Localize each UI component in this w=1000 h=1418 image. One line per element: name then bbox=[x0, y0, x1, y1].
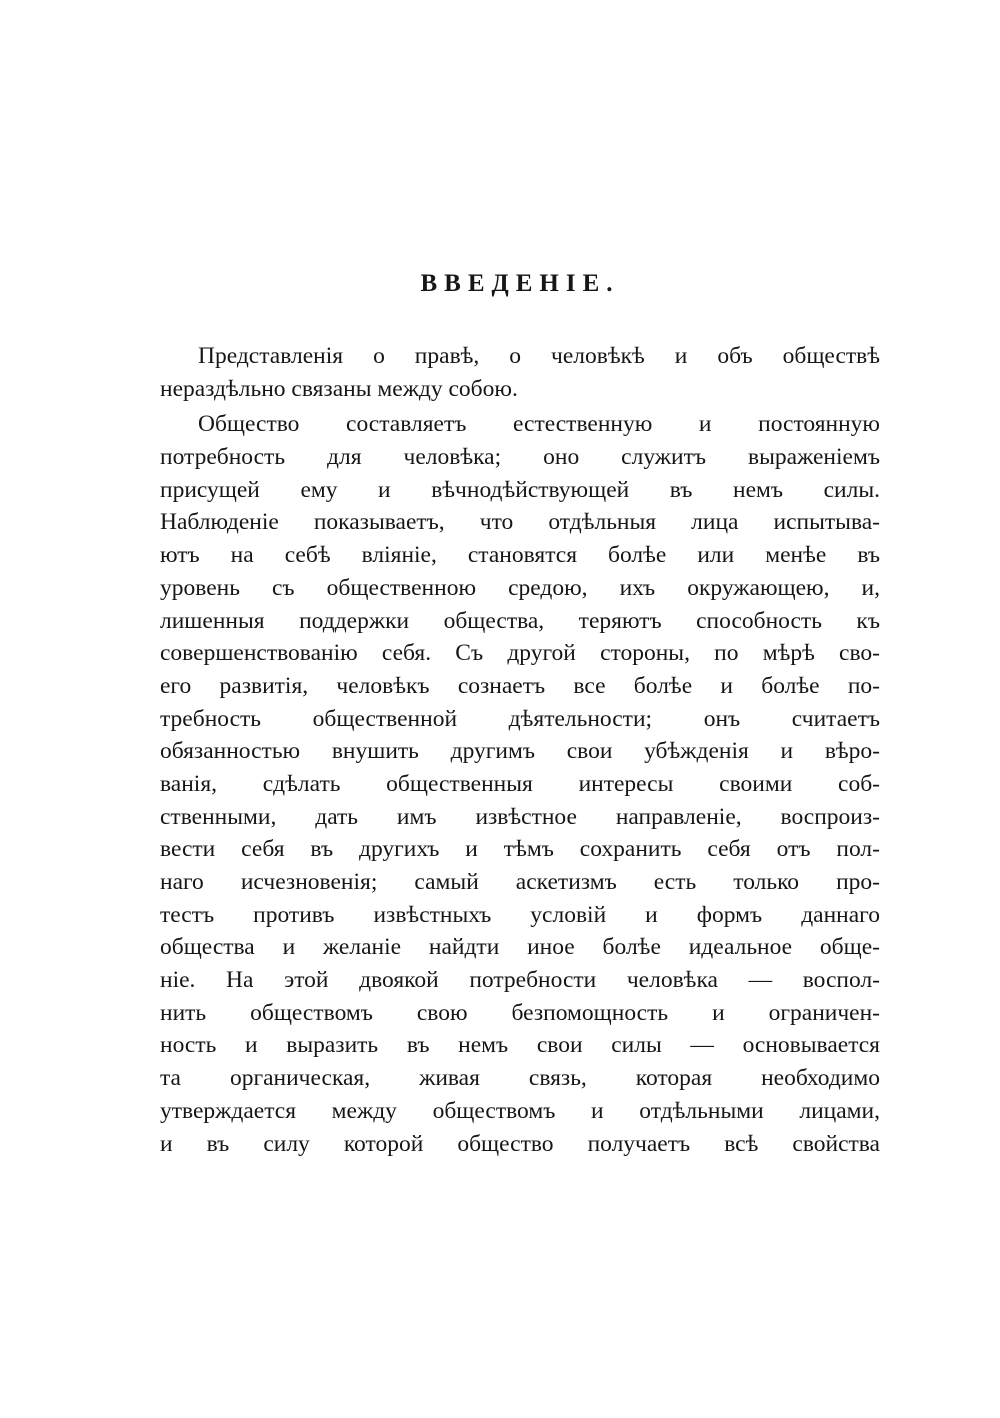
text-line: наго исчезновенія; самый аскетизмъ есть только про- bbox=[160, 869, 880, 895]
body-text bbox=[160, 340, 880, 1160]
text-line: требность общественной дѣятельности; онъ считаетъ bbox=[160, 705, 880, 732]
text-line: тестъ противъ извѣстныхъ условій и формъ даннаго bbox=[160, 901, 880, 928]
text-line: лишенныя поддержки общества, теряютъ способность къ bbox=[160, 607, 880, 634]
text-line: и въ силу которой общество получаетъ всѣ свойства bbox=[160, 1130, 880, 1157]
text-line: обязанностью внушить другимъ свои убѣжденія и вѣро- bbox=[160, 738, 880, 765]
text-line: Общество составляетъ естественную и постоянную bbox=[198, 411, 880, 438]
text-line: уровень съ общественною средою, ихъ окружающею, и, bbox=[160, 574, 880, 601]
text-line: вести себя въ другихъ и тѣмъ сохранить себя отъ пол- bbox=[160, 836, 880, 863]
chapter-heading: ВВЕДЕНІЕ. bbox=[420, 270, 620, 297]
text-line: Наблюденіе показываетъ, что отдѣльныя лица испытыва- bbox=[160, 509, 880, 536]
paragraph bbox=[160, 340, 880, 405]
text-line: потребность для человѣка; оно служитъ выраженіемъ bbox=[160, 444, 880, 471]
text-line: ванія, сдѣлать общественныя интересы своими соб- bbox=[160, 770, 880, 797]
text-line: ніе. На этой двоякой потребности человѣка — воспол- bbox=[160, 967, 880, 994]
text-line: совершенствованію себя. Съ другой стороны, по мѣрѣ сво- bbox=[160, 640, 880, 667]
text-line: та органическая, живая связь, которая необходимо bbox=[160, 1065, 880, 1092]
text-line: присущей ему и вѣчнодѣйствующей въ немъ силы. bbox=[160, 476, 880, 503]
text-line: утверждается между обществомъ и отдѣльными лицами, bbox=[160, 1097, 880, 1124]
text-line: общества и желаніе найдти иное болѣе идеальное обще- bbox=[160, 934, 880, 961]
paragraph bbox=[160, 408, 880, 1160]
text-line: ственными, дать имъ извѣстное направленіе, воспроиз- bbox=[160, 803, 880, 830]
text-line: ность и выразить въ немъ свои силы — основывается bbox=[160, 1032, 880, 1059]
text-line: нить обществомъ свою безпомощность и ограничен- bbox=[160, 999, 880, 1026]
text-line: его развитія, человѣкъ сознаетъ все болѣе и болѣе по- bbox=[160, 672, 880, 699]
text-line: Представленія о правѣ, о человѣкѣ и объ обществѣ bbox=[198, 343, 880, 369]
text-line: нераздѣльно связаны между собою. bbox=[160, 375, 518, 402]
text-line: ютъ на себѣ вліяніе, становятся болѣе или менѣе въ bbox=[160, 542, 880, 569]
